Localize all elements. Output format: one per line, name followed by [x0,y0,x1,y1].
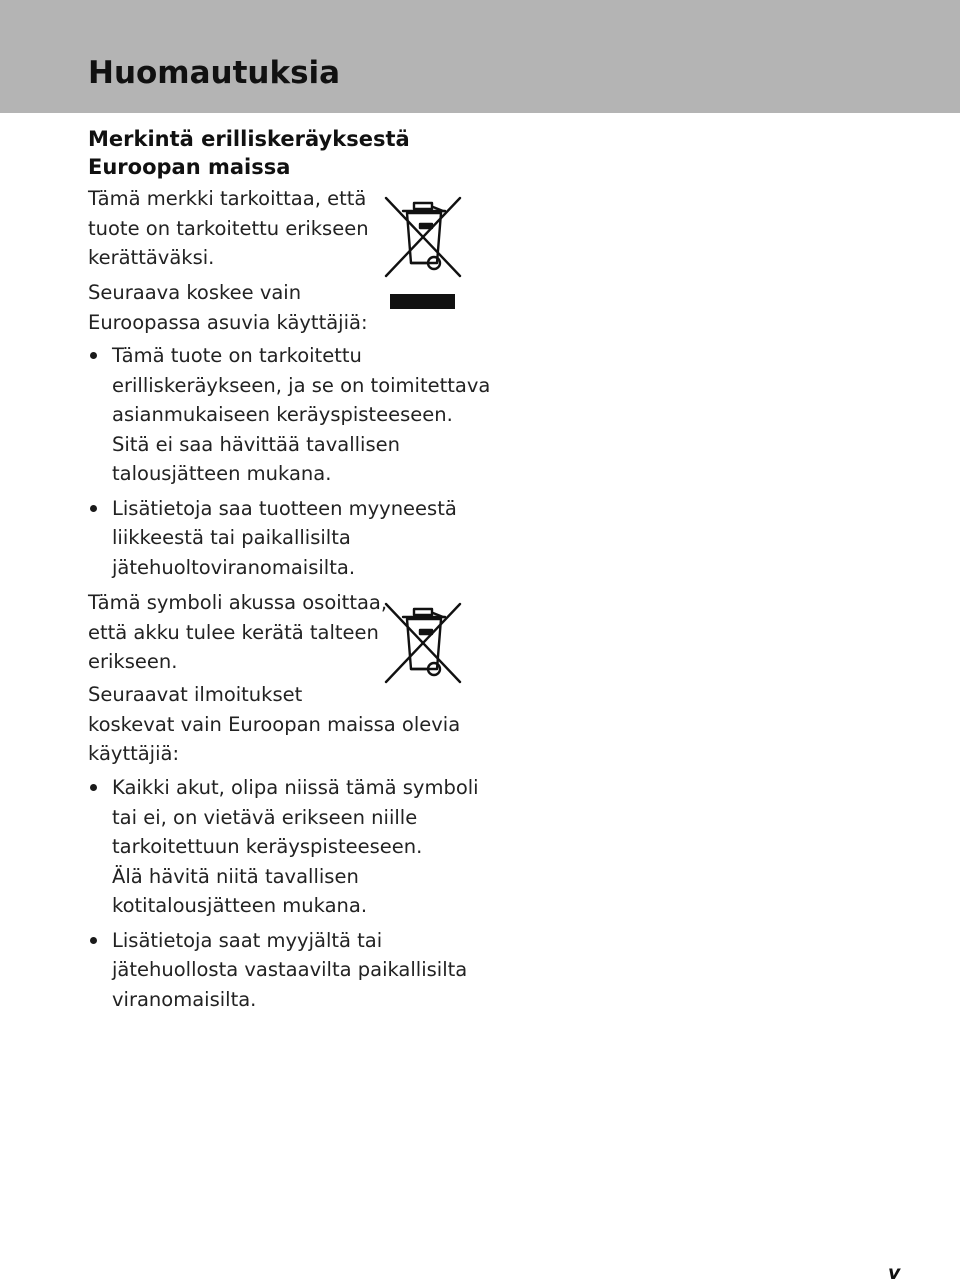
separate-collection-bar [390,294,455,309]
text-line: Seuraava koskee vain [88,281,302,304]
text-line: Lisätietoja saat myyjältä tai [112,928,383,952]
text-line: asianmukaiseen keräyspisteeseen. [112,403,453,426]
text-line: käyttäjiä: [88,742,180,765]
page-number: v [888,1262,901,1284]
text-line: kerättäväksi. [88,246,215,269]
list-item [88,926,479,1015]
weee-bullet-list [88,341,490,587]
text-line: Seuraavat ilmoitukset [88,683,303,706]
list-item [88,773,479,921]
list-item [88,494,490,583]
text-line: tarkoitettuun keräyspisteeseen. [112,835,423,858]
text-line: erikseen. [88,650,178,673]
crossed-out-wheelie-bin-icon [383,601,463,685]
text-line: jätehuoltoviranomaisilta. [112,555,356,579]
text-line: talousjätteen mukana. [112,462,332,485]
section-heading-line: Merkintä erilliskeräyksestä [88,127,410,151]
eu-battery-users-paragraph [88,680,460,769]
text-line: liikkeestä tai paikallisilta [112,526,351,549]
text-line: tuote on tarkoitettu erikseen [88,216,369,240]
weee-intro-paragraph [88,184,369,273]
text-line: Älä hävitä niitä tavallisen [112,864,359,888]
text-line: kotitalousjätteen mukana. [112,894,368,917]
text-line: Kaikki akut, olipa niissä tämä symboli [112,776,479,799]
text-line: jätehuollosta vastaavilta paikallisilta [112,958,468,981]
text-line: Tämä merkki tarkoittaa, että [88,187,367,210]
text-line: viranomaisilta. [112,987,257,1011]
text-line: Sitä ei saa hävittää tavallisen [112,432,400,456]
page-title: Huomautuksia [88,55,341,91]
text-line: erilliskeräykseen, ja se on toimitettava [112,373,491,397]
text-line: koskevat vain Euroopan maissa olevia [88,712,461,736]
text-line: Tämä tuote on tarkoitettu [112,344,362,367]
text-line: Lisätietoja saa tuotteen myyneestä [112,496,457,520]
text-line: Euroopassa asuvia käyttäjiä: [88,310,368,334]
text-line: tai ei, on vietävä erikseen niille [112,805,418,829]
text-line: Tämä symboli akussa osoittaa, [88,591,388,614]
list-item [88,341,490,489]
battery-bullet-list [88,773,479,1019]
battery-symbol-paragraph [88,588,387,677]
text-line: että akku tulee kerätä talteen [88,620,379,644]
crossed-out-wheelie-bin-icon [383,195,463,279]
eu-users-paragraph [88,278,368,337]
section-heading-line: Euroopan maissa [88,155,291,179]
section-heading [88,125,410,181]
